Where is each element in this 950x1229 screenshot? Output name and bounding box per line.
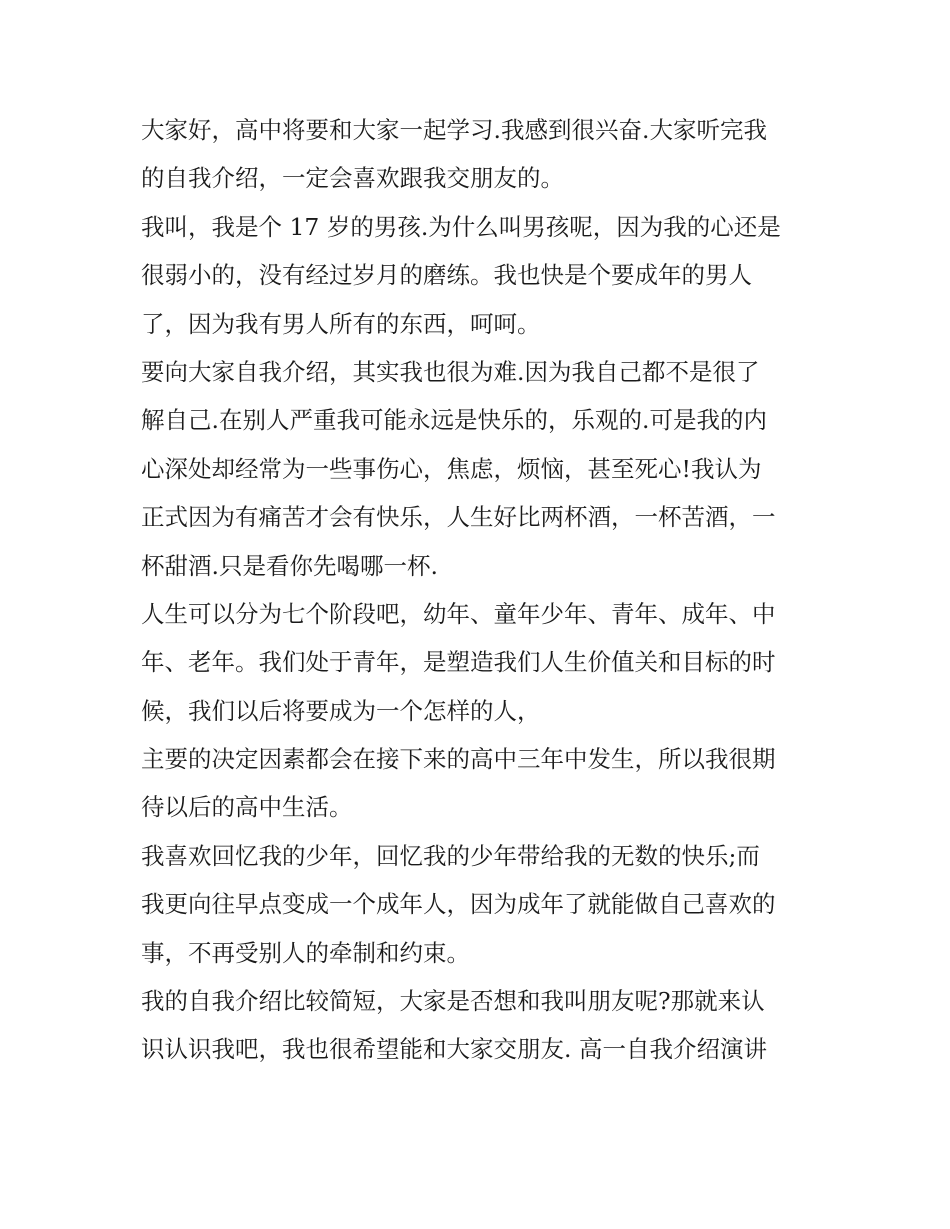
text-line: 我叫，我是个 17 岁的男孩.为什么叫男孩呢，因为我的心还是 <box>141 212 781 241</box>
text-line: 我的自我介绍比较简短，大家是否想和我叫朋友呢?那就来认 <box>141 987 765 1016</box>
text-line: 年、老年。我们处于青年，是塑造我们人生价值关和目标的时 <box>141 648 776 677</box>
text-line: 要向大家自我介绍，其实我也很为难.因为我自己都不是很了 <box>141 357 760 386</box>
text-line: 了，因为我有男人所有的东西，呵呵。 <box>141 309 541 338</box>
document-body <box>141 106 813 1074</box>
text-line: 很弱小的，没有经过岁月的磨练。我也快是个要成年的男人 <box>141 261 752 290</box>
text-line: 正式因为有痛苦才会有快乐，人生好比两杯酒，一杯苦酒，一 <box>141 503 776 532</box>
text-line: 候，我们以后将要成为一个怎样的人， <box>141 696 541 725</box>
text-line: 解自己.在别人严重我可能永远是快乐的，乐观的.可是我的内 <box>141 406 767 435</box>
text-line: 心深处却经常为一些事伤心，焦虑，烦恼，甚至死心!我认为 <box>141 454 762 483</box>
text-line: 识认识我吧，我也很希望能和大家交朋友. 高一自我介绍演讲 <box>141 1035 767 1064</box>
text-line: 的自我介绍，一定会喜欢跟我交朋友的。 <box>141 164 564 193</box>
text-line: 大家好，高中将要和大家一起学习.我感到很兴奋.大家听完我 <box>141 116 767 144</box>
text-line: 我喜欢回忆我的少年，回忆我的少年带给我的无数的快乐;而 <box>141 841 760 870</box>
text-line: 我更向往早点变成一个成年人，因为成年了就能做自己喜欢的 <box>141 890 776 919</box>
text-line: 人生可以分为七个阶段吧，幼年、童年少年、青年、成年、中 <box>141 599 776 628</box>
text-line: 杯甜酒.只是看你先喝哪一杯. <box>141 551 438 580</box>
text-line: 主要的决定因素都会在接下来的高中三年中发生，所以我很期 <box>141 745 776 774</box>
text-line: 待以后的高中生活。 <box>141 793 353 822</box>
text-line: 事，不再受别人的牵制和约束。 <box>141 938 470 967</box>
